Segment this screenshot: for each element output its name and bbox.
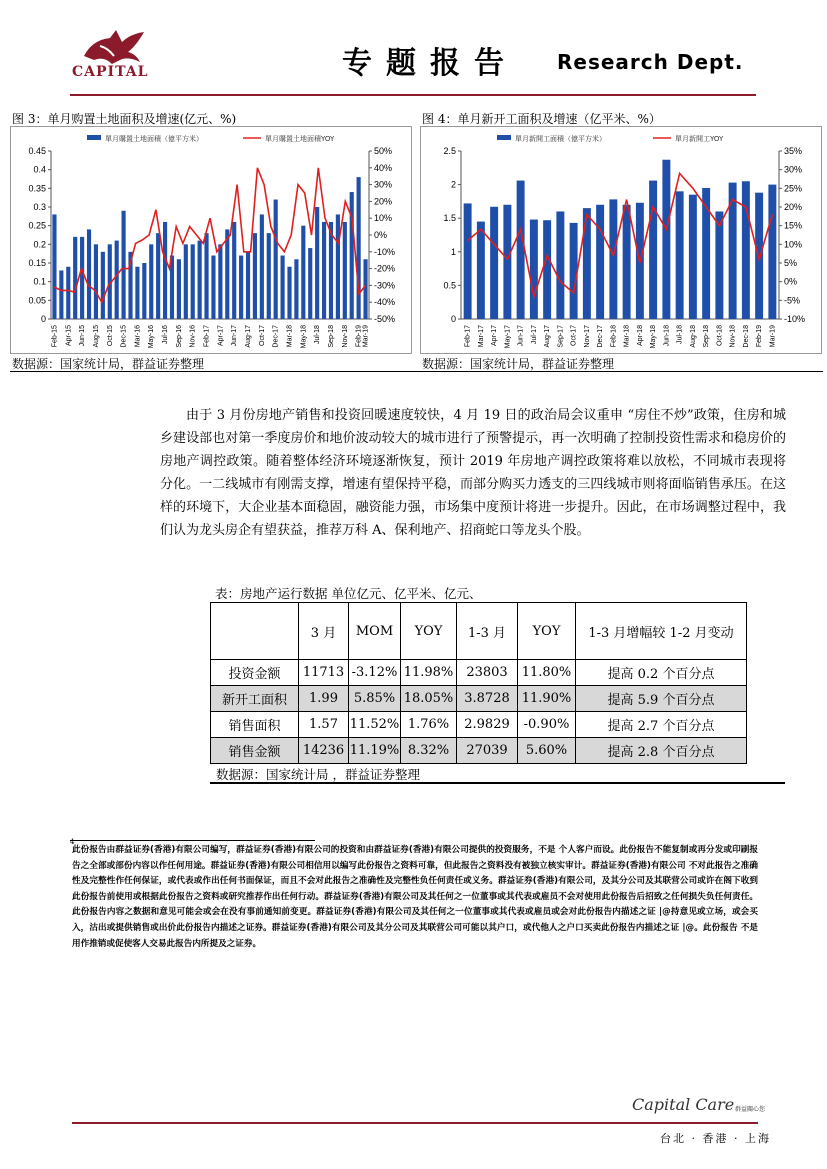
x-tick-label: Sep-16 xyxy=(175,325,183,348)
table-cell: 提高 2.8 个百分点 xyxy=(576,738,747,764)
chart-bar xyxy=(177,259,181,319)
y-tick-label-right: 20% xyxy=(784,202,803,212)
chart-bar xyxy=(218,244,222,319)
table-row xyxy=(211,712,747,738)
chart-bar xyxy=(315,207,319,319)
y-tick-label-right: 15% xyxy=(784,220,803,231)
legend-bar-label: 單月新開工面積（億平方米） xyxy=(515,135,606,143)
chart-bar xyxy=(211,256,215,319)
table-header-cell: YOY xyxy=(401,603,457,660)
x-tick-label: Oct-17 xyxy=(570,324,578,346)
table-row xyxy=(211,738,747,764)
y-tick-label-left: 0.35 xyxy=(28,183,46,194)
chart-bar xyxy=(156,233,160,319)
x-tick-label: Dec-17 xyxy=(597,324,605,348)
chart-bar xyxy=(649,181,657,319)
y-tick-label-right: 50% xyxy=(374,146,393,156)
x-tick-label: Mar-18 xyxy=(623,324,631,348)
chart-bar xyxy=(204,233,208,319)
y-tick-label-right: -5% xyxy=(784,295,801,306)
table-cell: 提高 5.9 个百分点 xyxy=(576,686,747,712)
x-tick-label: Aug-18 xyxy=(689,325,697,348)
chart-bar xyxy=(596,205,604,319)
chart-bar xyxy=(52,214,56,319)
y-tick-label-right: 0% xyxy=(784,276,798,287)
y-tick-label-left: 1 xyxy=(450,246,456,257)
chart-bar xyxy=(142,263,146,319)
table-cell: 2.9829 xyxy=(457,712,518,738)
chart-bar xyxy=(503,205,511,319)
y-tick-label-left: 0.1 xyxy=(33,276,46,287)
table-row xyxy=(211,686,747,712)
table-cell: 11.52% xyxy=(349,712,401,738)
y-tick-label-left: 0.25 xyxy=(28,220,46,231)
x-tick-label: Mar-19 xyxy=(769,325,777,348)
y-tick-label-right: -10% xyxy=(784,314,806,324)
footer-divider xyxy=(72,1122,758,1124)
table-cell: 提高 0.2 个百分点 xyxy=(576,660,747,686)
table-cell: 1.99 xyxy=(299,686,349,712)
chart-bar xyxy=(363,259,367,319)
table-cell: -0.90% xyxy=(518,712,576,738)
chart-bar xyxy=(135,267,139,319)
footnote-mark: 4 xyxy=(70,838,75,846)
table-header-row xyxy=(211,603,747,660)
table-header-cell: YOY xyxy=(518,603,576,660)
y-tick-label-left: 0.2 xyxy=(33,239,46,250)
chart-bar xyxy=(115,241,119,319)
chart-bar xyxy=(94,244,98,319)
y-tick-label-right: 30% xyxy=(784,164,803,175)
table-cell: 11.90% xyxy=(518,686,576,712)
x-tick-label: Dec-15 xyxy=(120,325,128,348)
x-tick-label: Jun-18 xyxy=(663,325,671,347)
table-cell: 23803 xyxy=(457,660,518,686)
y-tick-label-right: 35% xyxy=(784,146,803,156)
table-cell: 5.85% xyxy=(349,686,401,712)
table-cell: 27039 xyxy=(457,738,518,764)
chart-bar xyxy=(490,207,498,319)
row-label: 新开工面积 xyxy=(211,686,299,712)
table-cell: 11.98% xyxy=(401,660,457,686)
header-divider xyxy=(70,94,756,96)
chart-bar xyxy=(267,233,271,319)
chart-new-construction xyxy=(421,127,821,353)
x-tick-label: Nov-18 xyxy=(729,324,737,348)
x-tick-label: Feb-17 xyxy=(464,324,472,348)
chart-bar xyxy=(225,229,229,319)
chart-bar xyxy=(543,220,551,319)
logo-text: CAPITAL xyxy=(72,64,149,80)
chart-bar xyxy=(350,192,354,319)
x-tick-label: Aug-17 xyxy=(245,324,252,348)
y-tick-label-left: 0.05 xyxy=(28,295,46,306)
chart-bar xyxy=(715,211,723,319)
x-tick-label: Feb-19 xyxy=(355,324,363,348)
y-tick-label-right: 10% xyxy=(784,239,803,250)
chart-bar xyxy=(198,241,202,319)
row-label: 投资金额 xyxy=(211,660,299,686)
figure-3-title: 图 3：单月购置土地面积及增速(亿元、%) xyxy=(12,112,237,126)
chart-bar xyxy=(59,270,63,319)
y-tick-label-left: 2.5 xyxy=(443,146,456,156)
table-cell: 3.8728 xyxy=(457,686,518,712)
chart-bar xyxy=(609,199,617,319)
y-tick-label-right: 40% xyxy=(374,162,393,173)
table-header-cell: 1-3 月 xyxy=(457,603,518,660)
chart-bar xyxy=(281,256,285,319)
y-tick-label-right: -20% xyxy=(374,263,396,274)
x-tick-label: Jul-18 xyxy=(676,324,684,345)
chart-bar xyxy=(768,185,776,319)
legend-bar-swatch xyxy=(497,135,511,140)
table-header-cell: 3 月 xyxy=(299,603,349,660)
chart-bar xyxy=(246,252,250,319)
table-cell: 8.32% xyxy=(401,738,457,764)
y-tick-label-left: 2 xyxy=(450,179,456,190)
y-tick-label-left: 0.4 xyxy=(33,164,46,175)
y-tick-label-right: 0% xyxy=(374,230,388,240)
x-tick-label: Jul-16 xyxy=(162,325,170,345)
chart-bar xyxy=(517,181,525,319)
footer-brand-cn: 群益關心您 xyxy=(735,1106,766,1113)
x-tick-label: Aug-17 xyxy=(544,324,552,348)
x-tick-label: Oct-17 xyxy=(258,324,266,346)
chart-bar xyxy=(662,160,670,319)
table-title: 表：房地产运行数据 单位亿元、亿平米、亿元、 xyxy=(215,586,482,601)
table-cell: 18.05% xyxy=(401,686,457,712)
figure-4-title: 图 4：单月新开工面积及增速（亿平米、%） xyxy=(422,112,661,126)
chart-bar xyxy=(184,244,188,319)
table-header-cell: MOM xyxy=(349,603,401,660)
y-tick-label-right: 10% xyxy=(374,213,393,224)
y-tick-label-right: -10% xyxy=(374,246,396,257)
x-tick-label: Sep-17 xyxy=(557,325,565,348)
chart-bar xyxy=(294,259,298,319)
table-cell: 1.57 xyxy=(299,712,349,738)
chart-bar xyxy=(232,222,236,319)
chart-bar xyxy=(570,223,578,319)
legend-bar-swatch xyxy=(87,135,101,140)
x-tick-label: Aug-15 xyxy=(92,324,100,348)
y-tick-label-right: -50% xyxy=(374,314,396,324)
x-tick-label: Mar-17 xyxy=(477,325,485,348)
table-cell: 5.60% xyxy=(518,738,576,764)
x-tick-label: Jun-15 xyxy=(79,324,87,347)
chart-bar xyxy=(464,203,472,319)
y-tick-label-right: 20% xyxy=(374,196,393,207)
x-tick-label: Mar-18 xyxy=(286,325,294,348)
figure-3-source: 数据源：国家统计局，群益证券整理 xyxy=(12,357,205,371)
page-title: 专题报告 xyxy=(342,46,518,81)
x-tick-label: Jul-18 xyxy=(314,325,322,345)
page-subtitle: Research Dept. xyxy=(557,50,744,74)
y-tick-label-right: 5% xyxy=(784,258,798,268)
figure-divider xyxy=(10,371,823,372)
footer-brand: Capital Care xyxy=(632,1095,735,1114)
chart-bar xyxy=(322,222,326,319)
y-tick-label-left: 0 xyxy=(450,314,456,324)
x-tick-label: Feb-15 xyxy=(51,325,59,348)
y-tick-label-right: 30% xyxy=(374,179,393,190)
footer-cities: 台北 · 香港 · 上海 xyxy=(660,1132,771,1145)
table-source: 数据源：国家统计局 ，群益证券整理 xyxy=(216,767,420,782)
table-cell: 提高 2.7 个百分点 xyxy=(576,712,747,738)
x-tick-label: Sep-18 xyxy=(328,325,335,348)
row-label: 销售面积 xyxy=(211,712,299,738)
x-tick-label: May-17 xyxy=(504,325,512,349)
x-tick-label: Apr-17 xyxy=(217,325,225,347)
real-estate-data-table xyxy=(210,602,747,764)
disclaimer-footnote: 此份报告由群益证券(香港)有限公司编写，群益证券(香港)有限公司的投资和由群益证券(香港)有限公司提供的投资服务，不是 个人客户而设。此份报告不能复制或再分发或印刷报告之全部或部份内容以作任何用途。群益证券(香港)有限公司相信用以编写此份报告之资料可靠，但此报告之资料没有被独立核实审计。群益证券(香港)有限公司 不对此报告之准确性及完整性作任何保证，或代表或作出任何书面保证，而且不会对此报告之准确性及完整性负任何责任或义务。群益证券(香港)有限公司，及其分公司及其联营公司或许在阁下收到此份报告前使用或根据此份报告之资料或研究推荐作出任何行动。群益证券(香港)有限公司及其任何之一位董事或其代表或雇员不会对使用此份报告后招致之任何损失负任何责任。此份报告内容之数据和意见可能会或会在没有事前通知前变更。群益证券(香港)有限公司及其任何之一位董事或其代表或雇员或会对此份报告内描述之证 |@持意见或立场，或会买入，沽出或提供销售或出价此份报告内描述之证券。群益证券(香港)有限公司及其分公司及其联营公司可能以其户口，或代他人之户口买卖此份报告内描述之证 |@。此份报告 不是用作推销或促使客人交易此报告内所提及之证券。 xyxy=(72,845,758,949)
x-tick-label: Mar-16 xyxy=(134,324,142,348)
table-cell: 11.19% xyxy=(349,738,401,764)
table-cell: -3.12% xyxy=(349,660,401,686)
chart-bar xyxy=(253,233,257,319)
x-tick-label: Nov-18 xyxy=(341,324,349,348)
chart-bar xyxy=(239,256,243,319)
chart-bar xyxy=(729,183,737,319)
chart-bar xyxy=(87,229,91,319)
x-tick-label: May-18 xyxy=(650,324,658,349)
figure-3-frame xyxy=(10,126,412,354)
legend-line-label: 單月購置土地面積YOY xyxy=(265,135,335,143)
x-tick-label: Dec-18 xyxy=(742,325,750,348)
x-tick-label: Apr-17 xyxy=(491,324,499,346)
y-tick-label-left: 1.5 xyxy=(443,213,456,224)
figure-4-source: 数据源：国家统计局，群益证券整理 xyxy=(422,357,615,371)
y-tick-label-left: 0.45 xyxy=(28,146,46,156)
x-tick-label: Jul-17 xyxy=(530,325,538,345)
x-tick-label: Oct-18 xyxy=(716,325,724,347)
chart-bar xyxy=(191,244,195,319)
chart-bar xyxy=(556,211,564,319)
x-tick-label: Nov-17 xyxy=(583,325,591,348)
table-divider xyxy=(210,782,785,784)
x-tick-label: Apr-18 xyxy=(636,325,644,347)
chart-bar xyxy=(530,220,538,319)
legend-bar-label: 單月購置土地面積（億平方米） xyxy=(105,135,203,143)
x-tick-label: Feb-18 xyxy=(610,325,618,348)
chart-bar xyxy=(676,191,684,319)
table-row xyxy=(211,660,747,686)
chart-bar xyxy=(357,177,361,319)
chart-bar xyxy=(301,226,305,319)
chart-bar xyxy=(287,267,291,319)
chart-bar xyxy=(742,181,750,319)
x-tick-label: Nov-16 xyxy=(189,324,197,348)
y-tick-label-left: 0.3 xyxy=(33,202,46,212)
table-header-cell: 1-3 月增幅较 1-2 月变动 xyxy=(576,603,747,660)
table-cell: 11713 xyxy=(299,660,349,686)
x-tick-label: Mar-19 xyxy=(362,324,370,348)
chart-bar xyxy=(583,208,591,319)
chart-bar xyxy=(163,222,167,319)
x-tick-label: Apr-15 xyxy=(65,325,73,347)
x-tick-label: Oct-15 xyxy=(106,325,114,347)
chart-bar xyxy=(149,244,153,319)
y-tick-label-right: -30% xyxy=(374,280,396,291)
x-tick-label: Feb-19 xyxy=(756,324,764,348)
table-cell: 14236 xyxy=(299,738,349,764)
chart-bar xyxy=(101,252,105,319)
x-tick-label: Jun-17 xyxy=(231,325,239,347)
figure-4-frame xyxy=(420,126,822,354)
chart-bar xyxy=(308,248,312,319)
chart-bar xyxy=(336,214,340,319)
chart-bar xyxy=(73,237,77,319)
chart-bar xyxy=(623,205,631,319)
chart-bar xyxy=(66,267,70,319)
x-tick-label: Jun-17 xyxy=(517,324,525,347)
x-tick-label: Sep-18 xyxy=(703,324,711,348)
y-tick-label-left: 0.15 xyxy=(28,258,46,268)
analysis-paragraph: 由于 3 月份房地产销售和投资回暖速度较快，4 月 19 日的政治局会议重申 “房住不炒”政策，住房和城乡建设部也对第一季度房价和地价波动较大的城市进行了预警提示，再一次明确了控制投资性需求和稳房价的房地产调控政策。随着整体经济环境逐渐恢复，预计 2019 年房地产调控政策将难以放松，不同城市表现将分化。一二线城市有刚需支撑，增速有望保持平稳，而部分购买力透支的三四线城市则将面临销售承压。在这样的环境下，大企业基本面稳固，融资能力强，市场集中度预计将进一步提升。因此，在市场调整过程中，我们认为龙头房企有望获益，推荐万科 A、保利地产、招商蛇口等龙头个股。 xyxy=(160,408,786,538)
row-label: 销售金额 xyxy=(211,738,299,764)
x-tick-label: May-18 xyxy=(300,324,308,349)
chart-bar xyxy=(343,222,347,319)
table-header-cell xyxy=(211,603,299,660)
yoy-series-line xyxy=(468,173,773,296)
chart-land-purchase xyxy=(11,127,411,353)
x-tick-label: Dec-17 xyxy=(272,325,280,348)
chart-bar xyxy=(274,200,278,319)
legend-line-label: 單月新開工YOY xyxy=(675,135,724,143)
chart-bar xyxy=(689,195,697,319)
chart-bar xyxy=(755,193,763,319)
y-tick-label-right: 25% xyxy=(784,183,803,194)
y-tick-label-left: 0 xyxy=(40,314,46,324)
chart-bar xyxy=(122,211,126,319)
table-cell: 11.80% xyxy=(518,660,576,686)
y-tick-label-left: 0.5 xyxy=(443,280,456,291)
y-tick-label-right: -40% xyxy=(374,297,396,308)
footnote-divider xyxy=(70,840,315,841)
x-tick-label: May-16 xyxy=(148,324,156,349)
chart-bar xyxy=(260,214,264,319)
table-cell: 1.76% xyxy=(401,712,457,738)
chart-bar xyxy=(477,222,485,319)
chart-bar xyxy=(80,237,84,319)
x-tick-label: Feb-17 xyxy=(203,324,211,348)
